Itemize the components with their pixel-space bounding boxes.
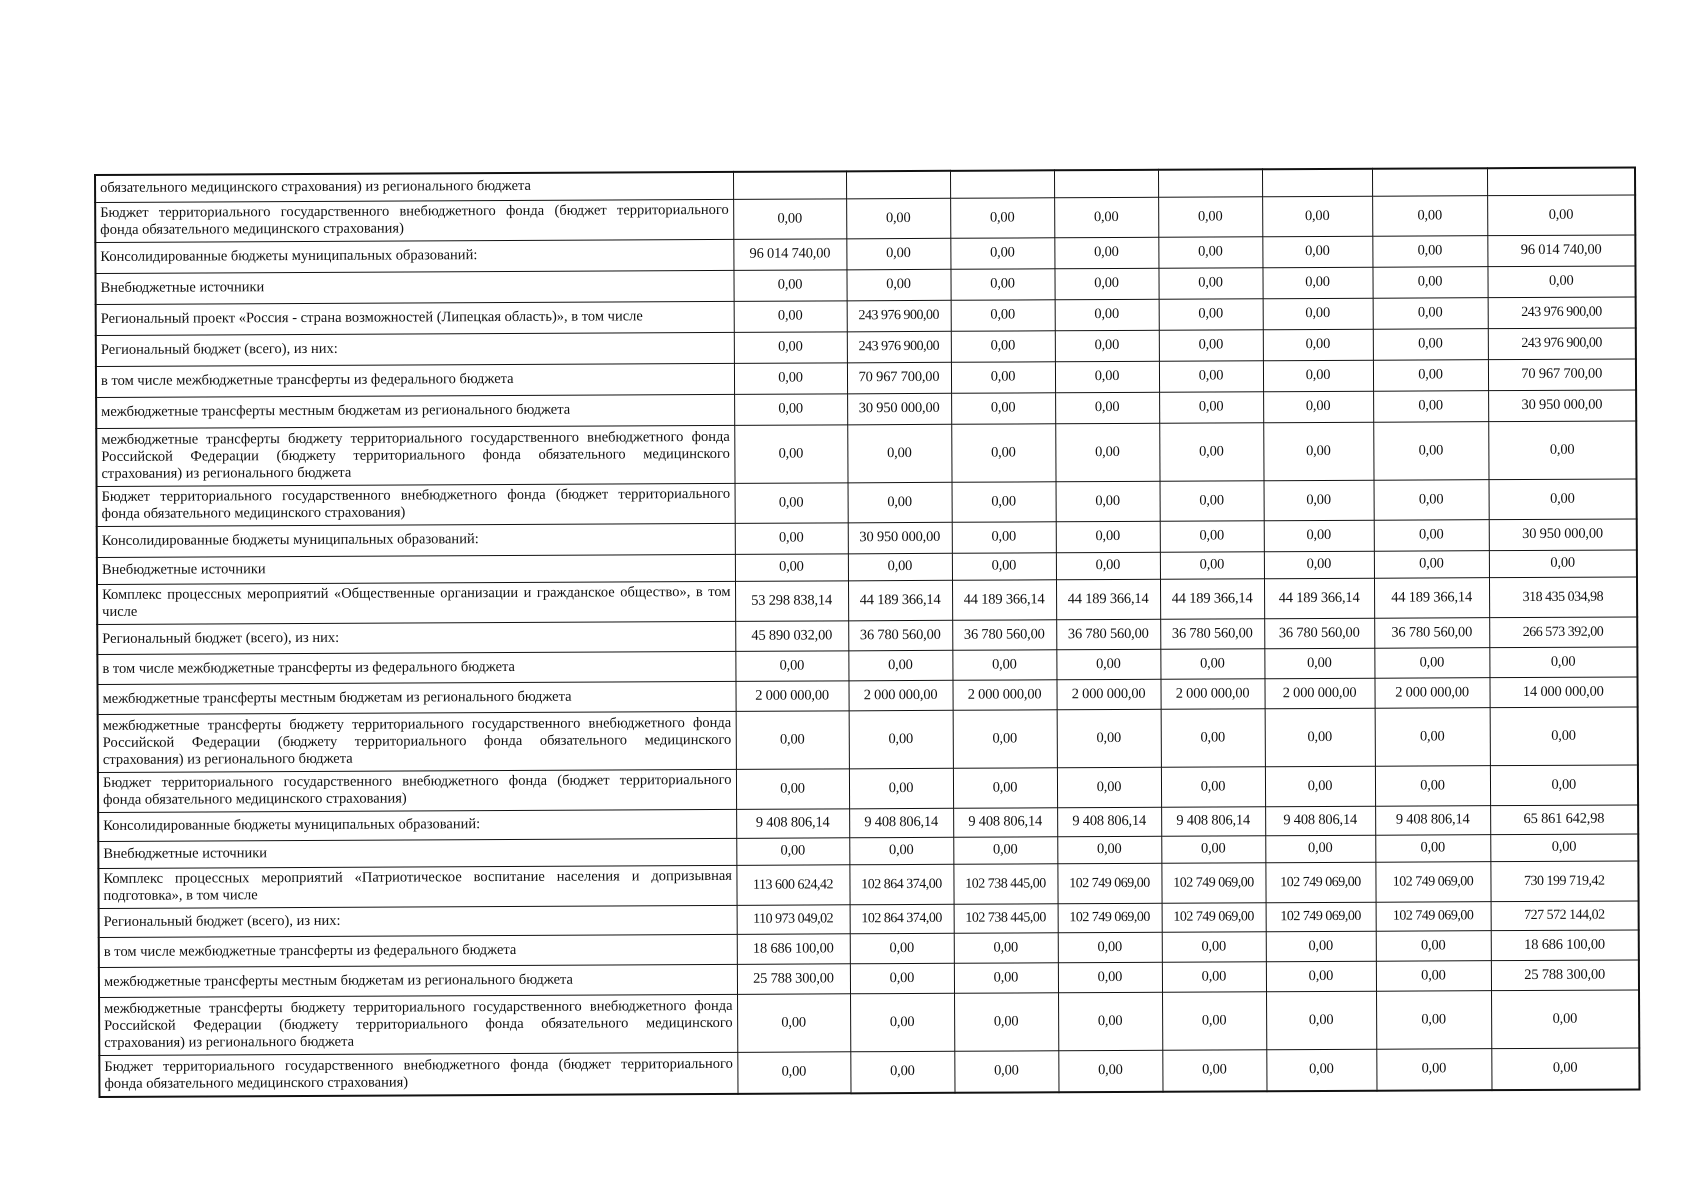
value-cell: 0,00 xyxy=(1161,835,1265,863)
value-cell: 0,00 xyxy=(1055,392,1159,424)
value-cell: 44 189 366,14 xyxy=(1374,577,1489,618)
value-cell: 0,00 xyxy=(848,650,952,681)
value-cell: 44 189 366,14 xyxy=(1160,578,1264,619)
value-cell: 0,00 xyxy=(1058,1050,1162,1093)
value-cell: 0,00 xyxy=(954,992,1058,1051)
value-cell: 70 967 700,00 xyxy=(1488,358,1636,390)
value-cell: 0,00 xyxy=(1266,931,1376,962)
value-cell: 96 014 740,00 xyxy=(1487,234,1635,266)
value-cell: 0,00 xyxy=(1265,766,1375,807)
value-cell: 102 749 069,00 xyxy=(1376,901,1491,931)
value-cell: 0,00 xyxy=(734,362,847,394)
value-cell: 0,00 xyxy=(1374,550,1489,578)
row-label: межбюджетные трансферты бюджету территориального государственного внебюджетного фонда Российской Федерации (бюджету территориального фонда обязательного медицинского страхования) из регионального бюджета xyxy=(96,425,734,486)
value-cell: 2 000 000,00 xyxy=(1056,679,1160,710)
value-cell: 0,00 xyxy=(734,331,847,363)
value-cell: 0,00 xyxy=(1158,196,1262,237)
value-cell: 0,00 xyxy=(1158,267,1262,299)
value-cell: 0,00 xyxy=(734,424,847,483)
value-cell: 0,00 xyxy=(1161,766,1265,807)
value-cell: 0,00 xyxy=(1266,991,1376,1050)
row-label: Консолидированные бюджеты муниципальных образований: xyxy=(97,523,735,557)
value-cell: 0,00 xyxy=(1055,423,1159,482)
value-cell: 243 976 900,00 xyxy=(1488,327,1636,359)
value-cell: 36 780 560,00 xyxy=(1160,618,1264,649)
value-cell: 318 435 034,98 xyxy=(1489,576,1637,617)
row-label: Комплекс процессных мероприятий «Патриотическое воспитание населения и допризывная подготовка», в том числе xyxy=(98,865,736,908)
value-cell: 0,00 xyxy=(733,198,846,239)
value-cell: 102 749 069,00 xyxy=(1058,903,1162,933)
value-cell: 0,00 xyxy=(1489,478,1637,519)
value-cell: 44 189 366,14 xyxy=(848,580,952,621)
value-cell: 0,00 xyxy=(954,962,1058,993)
row-label: межбюджетные трансферты местным бюджетам из регионального бюджета xyxy=(99,964,737,997)
value-cell: 0,00 xyxy=(1160,648,1264,679)
value-cell: 53 298 838,14 xyxy=(735,580,848,621)
value-cell: 266 573 392,00 xyxy=(1489,616,1637,647)
value-cell: 0,00 xyxy=(1376,930,1491,961)
value-cell: 25 788 300,00 xyxy=(737,963,850,994)
value-cell: 0,00 xyxy=(1056,481,1160,522)
value-cell xyxy=(1158,169,1262,197)
value-cell: 0,00 xyxy=(736,768,849,809)
value-cell: 18 686 100,00 xyxy=(1491,929,1639,960)
row-label: Консолидированные бюджеты муниципальных образований: xyxy=(95,239,733,273)
value-cell: 102 864 374,00 xyxy=(849,864,953,905)
value-cell: 0,00 xyxy=(1159,391,1263,423)
value-cell: 0,00 xyxy=(1373,328,1488,360)
value-cell: 0,00 xyxy=(850,963,954,994)
value-cell: 0,00 xyxy=(1160,520,1264,552)
value-cell: 0,00 xyxy=(1488,420,1636,479)
value-cell xyxy=(1372,168,1487,196)
value-cell: 18 686 100,00 xyxy=(737,933,850,964)
value-cell: 0,00 xyxy=(1266,961,1376,992)
row-label: межбюджетные трансферты бюджету территориального государственного внебюджетного фонда Российской Федерации (бюджету территориального фонда обязательного медицинского страхования) из регионального бюджета xyxy=(98,711,736,772)
value-cell: 0,00 xyxy=(950,237,1054,269)
value-cell: 727 572 144,02 xyxy=(1491,900,1639,930)
value-cell: 0,00 xyxy=(1057,836,1161,864)
row-label: в том числе межбюджетные трансферты из федерального бюджета xyxy=(97,651,735,684)
value-cell: 0,00 xyxy=(1159,422,1263,481)
value-cell: 30 950 000,00 xyxy=(1489,518,1637,550)
row-label: Внебюджетные источники xyxy=(98,838,736,868)
value-cell: 0,00 xyxy=(850,1051,954,1094)
value-cell: 0,00 xyxy=(1264,551,1374,579)
value-cell: 102 749 069,00 xyxy=(1265,862,1375,903)
value-cell: 0,00 xyxy=(1054,197,1158,238)
value-cell: 65 861 642,98 xyxy=(1490,804,1638,834)
value-cell: 70 967 700,00 xyxy=(847,362,951,394)
value-cell: 0,00 xyxy=(1058,932,1162,963)
row-label: Бюджет территориального государственного внебюджетного фонда (бюджет территориального фонда обязательного медицинского страхования) xyxy=(95,199,733,242)
value-cell: 243 976 900,00 xyxy=(847,300,951,332)
row-label: Региональный бюджет (всего), из них: xyxy=(96,332,734,366)
value-cell: 0,00 xyxy=(737,1051,850,1094)
value-cell: 36 780 560,00 xyxy=(1374,617,1489,648)
value-cell: 0,00 xyxy=(1376,1048,1491,1091)
value-cell: 36 780 560,00 xyxy=(1264,618,1374,649)
value-cell: 0,00 xyxy=(1489,646,1637,677)
value-cell: 0,00 xyxy=(1375,707,1490,766)
value-cell: 0,00 xyxy=(1263,298,1373,330)
value-cell: 30 950 000,00 xyxy=(848,522,952,554)
value-cell: 0,00 xyxy=(1162,931,1266,962)
table-row xyxy=(98,706,1638,772)
value-cell: 9 408 806,14 xyxy=(953,807,1057,837)
value-cell: 44 189 366,14 xyxy=(1264,578,1374,619)
value-cell: 0,00 xyxy=(846,198,950,239)
value-cell: 0,00 xyxy=(1058,992,1162,1051)
value-cell: 0,00 xyxy=(1490,706,1638,765)
value-cell: 0,00 xyxy=(950,197,1054,238)
value-cell: 0,00 xyxy=(951,423,1055,482)
row-label: Региональный бюджет (всего), из них: xyxy=(97,621,735,654)
value-cell: 0,00 xyxy=(1161,708,1265,767)
value-cell: 9 408 806,14 xyxy=(1375,805,1490,835)
value-cell: 0,00 xyxy=(1490,764,1638,805)
value-cell: 45 890 032,00 xyxy=(735,620,848,651)
value-cell: 0,00 xyxy=(734,300,847,332)
value-cell: 0,00 xyxy=(846,269,950,301)
row-label: обязательного медицинского страхования) из регионального бюджета xyxy=(95,172,733,202)
value-cell: 0,00 xyxy=(952,521,1056,553)
value-cell: 0,00 xyxy=(1160,480,1264,521)
row-label: Консолидированные бюджеты муниципальных образований: xyxy=(98,809,736,841)
value-cell: 102 749 069,00 xyxy=(1266,902,1376,932)
value-cell: 44 189 366,14 xyxy=(952,579,1056,620)
value-cell: 0,00 xyxy=(952,481,1056,522)
value-cell: 0,00 xyxy=(733,269,846,301)
value-cell: 110 973 049,02 xyxy=(737,904,850,934)
value-cell: 2 000 000,00 xyxy=(735,680,848,711)
row-label: межбюджетные трансферты бюджету территориального государственного внебюджетного фонда Российской Федерации (бюджету территориального фонда обязательного медицинского страхования) из регионального бюджета xyxy=(99,994,737,1055)
value-cell xyxy=(1487,167,1635,195)
value-cell: 30 950 000,00 xyxy=(847,393,951,425)
value-cell: 2 000 000,00 xyxy=(848,680,952,711)
row-label: Комплекс процессных мероприятий «Общественные организации и гражданское общество», в том числе xyxy=(97,581,735,624)
row-label: Внебюджетные источники xyxy=(95,270,733,304)
value-cell: 0,00 xyxy=(1491,989,1639,1048)
row-label: межбюджетные трансферты местным бюджетам из регионального бюджета xyxy=(96,394,734,428)
value-cell: 0,00 xyxy=(954,1050,1058,1093)
value-cell xyxy=(1054,170,1158,198)
value-cell: 36 780 560,00 xyxy=(848,620,952,651)
value-cell: 0,00 xyxy=(1490,833,1638,861)
value-cell: 0,00 xyxy=(1491,1047,1639,1090)
value-cell: 0,00 xyxy=(1058,962,1162,993)
value-cell: 0,00 xyxy=(1264,648,1374,679)
value-cell: 0,00 xyxy=(1055,361,1159,393)
value-cell: 0,00 xyxy=(1487,194,1635,235)
value-cell: 36 780 560,00 xyxy=(1056,619,1160,650)
value-cell: 2 000 000,00 xyxy=(1160,678,1264,709)
value-cell: 0,00 xyxy=(1376,960,1491,991)
value-cell: 0,00 xyxy=(1263,391,1373,423)
value-cell: 0,00 xyxy=(1372,235,1487,267)
value-cell: 0,00 xyxy=(1263,360,1373,392)
value-cell: 0,00 xyxy=(1373,421,1488,480)
value-cell: 0,00 xyxy=(1263,329,1373,361)
value-cell: 0,00 xyxy=(952,649,1056,680)
value-cell: 0,00 xyxy=(1158,236,1262,268)
value-cell: 243 976 900,00 xyxy=(1488,296,1636,328)
value-cell: 102 749 069,00 xyxy=(1162,902,1266,932)
row-label: Бюджет территориального государственного внебюджетного фонда (бюджет территориального фонда обязательного медицинского страхования) xyxy=(97,483,735,526)
value-cell: 0,00 xyxy=(953,836,1057,864)
value-cell xyxy=(950,170,1054,198)
value-cell: 0,00 xyxy=(1376,990,1491,1049)
value-cell: 102 749 069,00 xyxy=(1161,862,1265,903)
value-cell: 0,00 xyxy=(950,268,1054,300)
value-cell: 0,00 xyxy=(1373,390,1488,422)
table-row xyxy=(96,420,1636,486)
table-row xyxy=(99,1047,1639,1097)
value-cell: 0,00 xyxy=(1487,265,1635,297)
value-cell: 9 408 806,14 xyxy=(736,808,849,838)
value-cell xyxy=(1262,169,1372,197)
value-cell: 102 749 069,00 xyxy=(1057,863,1161,904)
value-cell: 9 408 806,14 xyxy=(1161,806,1265,836)
value-cell: 2 000 000,00 xyxy=(1264,678,1374,709)
value-cell: 0,00 xyxy=(1375,765,1490,806)
row-label: в том числе межбюджетные трансферты из федерального бюджета xyxy=(96,363,734,397)
value-cell: 14 000 000,00 xyxy=(1489,676,1637,707)
value-cell xyxy=(733,171,846,199)
value-cell: 0,00 xyxy=(849,710,953,769)
value-cell: 25 788 300,00 xyxy=(1491,959,1639,990)
value-cell: 0,00 xyxy=(1162,991,1266,1050)
value-cell: 0,00 xyxy=(849,768,953,809)
value-cell: 0,00 xyxy=(736,710,849,769)
value-cell: 0,00 xyxy=(1373,359,1488,391)
value-cell: 0,00 xyxy=(953,767,1057,808)
row-label: Бюджет территориального государственного внебюджетного фонда (бюджет территориального фонда обязательного медицинского страхования) xyxy=(98,769,736,812)
value-cell: 0,00 xyxy=(1054,268,1158,300)
value-cell: 2 000 000,00 xyxy=(952,679,1056,710)
value-cell: 0,00 xyxy=(1054,237,1158,269)
value-cell: 0,00 xyxy=(1264,480,1374,521)
value-cell: 0,00 xyxy=(735,650,848,681)
value-cell: 2 000 000,00 xyxy=(1374,677,1489,708)
value-cell: 0,00 xyxy=(847,424,951,483)
value-cell: 0,00 xyxy=(1159,298,1263,330)
row-label: Региональный проект «Россия - страна возможностей (Липецкая область)», в том числе xyxy=(96,301,734,335)
value-cell: 0,00 xyxy=(1374,647,1489,678)
table-body xyxy=(95,167,1639,1097)
value-cell: 0,00 xyxy=(1265,835,1375,863)
value-cell: 0,00 xyxy=(1160,551,1264,579)
value-cell: 0,00 xyxy=(848,482,952,523)
table-row xyxy=(99,989,1639,1055)
value-cell: 0,00 xyxy=(850,993,954,1052)
value-cell: 113 600 624,42 xyxy=(736,864,849,905)
value-cell: 30 950 000,00 xyxy=(1488,389,1636,421)
row-label: межбюджетные трансферты местным бюджетам из регионального бюджета xyxy=(97,681,735,714)
value-cell: 44 189 366,14 xyxy=(1056,579,1160,620)
value-cell: 0,00 xyxy=(1266,1049,1376,1092)
row-label: Региональный бюджет (всего), из них: xyxy=(99,905,737,937)
value-cell: 0,00 xyxy=(735,553,848,581)
value-cell: 243 976 900,00 xyxy=(847,331,951,363)
value-cell: 0,00 xyxy=(1162,1049,1266,1092)
value-cell xyxy=(846,171,950,199)
value-cell: 0,00 xyxy=(734,393,847,425)
value-cell: 0,00 xyxy=(951,299,1055,331)
value-cell: 102 738 445,00 xyxy=(954,903,1058,933)
value-cell: 0,00 xyxy=(849,837,953,865)
value-cell: 0,00 xyxy=(1057,709,1161,768)
value-cell: 96 014 740,00 xyxy=(733,238,846,270)
value-cell: 0,00 xyxy=(1055,299,1159,331)
value-cell: 0,00 xyxy=(951,361,1055,393)
value-cell: 102 864 374,00 xyxy=(850,904,954,934)
value-cell: 0,00 xyxy=(848,553,952,581)
value-cell: 0,00 xyxy=(1262,196,1372,237)
value-cell: 0,00 xyxy=(1265,708,1375,767)
value-cell: 0,00 xyxy=(1263,422,1373,481)
value-cell: 0,00 xyxy=(1159,329,1263,361)
value-cell: 0,00 xyxy=(952,552,1056,580)
value-cell: 0,00 xyxy=(951,392,1055,424)
value-cell: 0,00 xyxy=(1159,360,1263,392)
value-cell: 0,00 xyxy=(736,837,849,865)
value-cell: 0,00 xyxy=(1374,519,1489,551)
value-cell: 0,00 xyxy=(735,522,848,554)
value-cell: 0,00 xyxy=(1056,552,1160,580)
value-cell: 0,00 xyxy=(1262,267,1372,299)
value-cell: 9 408 806,14 xyxy=(1057,807,1161,837)
value-cell: 102 749 069,00 xyxy=(1375,861,1490,902)
value-cell: 0,00 xyxy=(1057,767,1161,808)
value-cell: 0,00 xyxy=(1162,961,1266,992)
value-cell: 0,00 xyxy=(954,932,1058,963)
value-cell: 0,00 xyxy=(1056,521,1160,553)
value-cell: 0,00 xyxy=(953,709,1057,768)
value-cell: 0,00 xyxy=(850,933,954,964)
value-cell: 36 780 560,00 xyxy=(952,619,1056,650)
value-cell: 9 408 806,14 xyxy=(849,808,953,838)
value-cell: 9 408 806,14 xyxy=(1265,806,1375,836)
row-label: в том числе межбюджетные трансферты из федерального бюджета xyxy=(99,934,737,967)
value-cell: 0,00 xyxy=(1372,266,1487,298)
value-cell: 102 738 445,00 xyxy=(953,863,1057,904)
value-cell: 0,00 xyxy=(1056,649,1160,680)
value-cell: 0,00 xyxy=(1374,479,1489,520)
budget-table xyxy=(94,166,1640,1098)
value-cell: 0,00 xyxy=(737,993,850,1052)
value-cell: 0,00 xyxy=(1372,195,1487,236)
value-cell: 0,00 xyxy=(1489,549,1637,577)
value-cell: 0,00 xyxy=(846,238,950,270)
value-cell: 0,00 xyxy=(735,482,848,523)
value-cell: 0,00 xyxy=(1264,520,1374,552)
value-cell: 0,00 xyxy=(951,330,1055,362)
value-cell: 0,00 xyxy=(1373,297,1488,329)
row-label: Внебюджетные источники xyxy=(97,554,735,584)
value-cell: 0,00 xyxy=(1375,834,1490,862)
value-cell: 0,00 xyxy=(1262,236,1372,268)
value-cell: 730 199 719,42 xyxy=(1490,860,1638,901)
value-cell: 0,00 xyxy=(1055,330,1159,362)
row-label: Бюджет территориального государственного внебюджетного фонда (бюджет территориального фонда обязательного медицинского страхования) xyxy=(99,1052,737,1097)
